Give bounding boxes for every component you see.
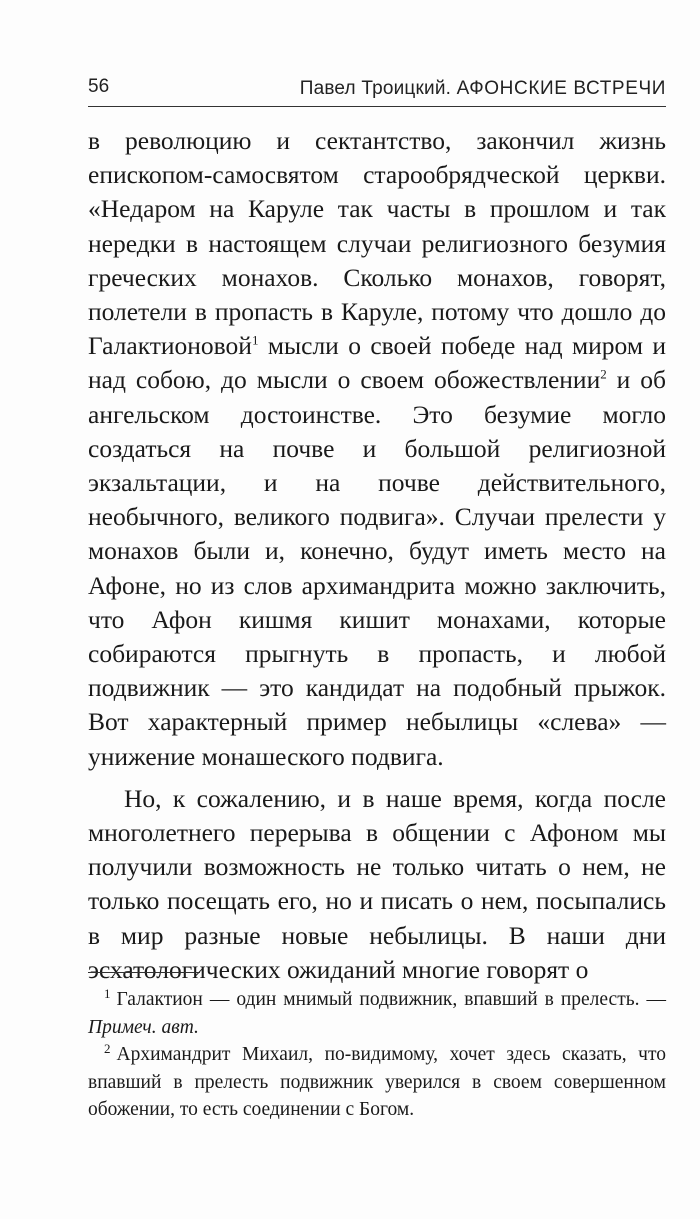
paragraph-1-part-a: в революцию и сектантство, закончил жизнь епископом-самосвятом старообрядческой церкви. «Недаром на Каруле так часты в прошлом и так нередки в настоящем случаи религиозного безумия греческих монахов. Сколько монахов, говорят, полетели в пропасть в Каруле, потому что дошло до Галактионовой xyxy=(88,126,666,361)
paragraph-1-part-c: и об ангельском достоинстве. Это безумие могло создаться на почве и большой религиозной экзальтации, и на почве действительного, необычного, великого подвига». Случаи прелести у монахов были и, конечно, будут иметь место на Афоне, но из слов архимандрита можно заключить, что Афон кишмя кишит монахами, которые собираются прыгнуть в пропасть, и любой подвижник — это кандидат на подобный прыжок. Вот характерный пример небылицы «слева» — унижение монашеского подвига. xyxy=(88,365,667,771)
paragraph-1-part-b: мысли о своей победе над миром и над собою, до мысли о своем обожествлении xyxy=(88,331,666,395)
footnote-1-mark: 1 xyxy=(104,985,111,1001)
footnote-1-text: Галактион — один мнимый подвижник, впавший в прелесть. — xyxy=(116,989,666,1010)
footnote-ref-1: 1 xyxy=(251,332,259,348)
running-head xyxy=(300,78,666,100)
header-rule xyxy=(88,106,666,107)
paragraph-1 xyxy=(88,124,666,774)
footnote-1 xyxy=(88,986,666,1041)
footnote-2-mark: 2 xyxy=(104,1040,111,1056)
footnote-rule xyxy=(88,972,200,973)
paragraph-2: Но, к сожалению, и в наше время, когда после многолетнего перерыва в общении с Афоном мы получили возможность не только читать о нем, не только посещать его, но и писать о нем, посыпались в мир разные новые небылицы. В наши дни эсхатологических ожиданий многие говорят о xyxy=(88,783,666,984)
running-head-title: АФОНСКИЕ ВСТРЕЧИ xyxy=(456,78,666,99)
running-header xyxy=(88,76,666,106)
footnotes xyxy=(88,986,666,1124)
footnote-2 xyxy=(88,1041,666,1124)
main-text xyxy=(88,124,666,987)
page-number: 56 xyxy=(88,76,110,97)
running-head-author: Павел Троицкий. xyxy=(299,78,452,99)
footnote-1-note: Примеч. авт. xyxy=(88,1016,199,1038)
footnote-2-text: Архимандрит Михаил, по-видимому, хочет здесь сказать, что впавший в прелесть подвижник уверился в своем совершенном обожении, то есть соединении с Богом. xyxy=(88,1044,666,1120)
footnote-ref-2: 2 xyxy=(600,366,607,382)
